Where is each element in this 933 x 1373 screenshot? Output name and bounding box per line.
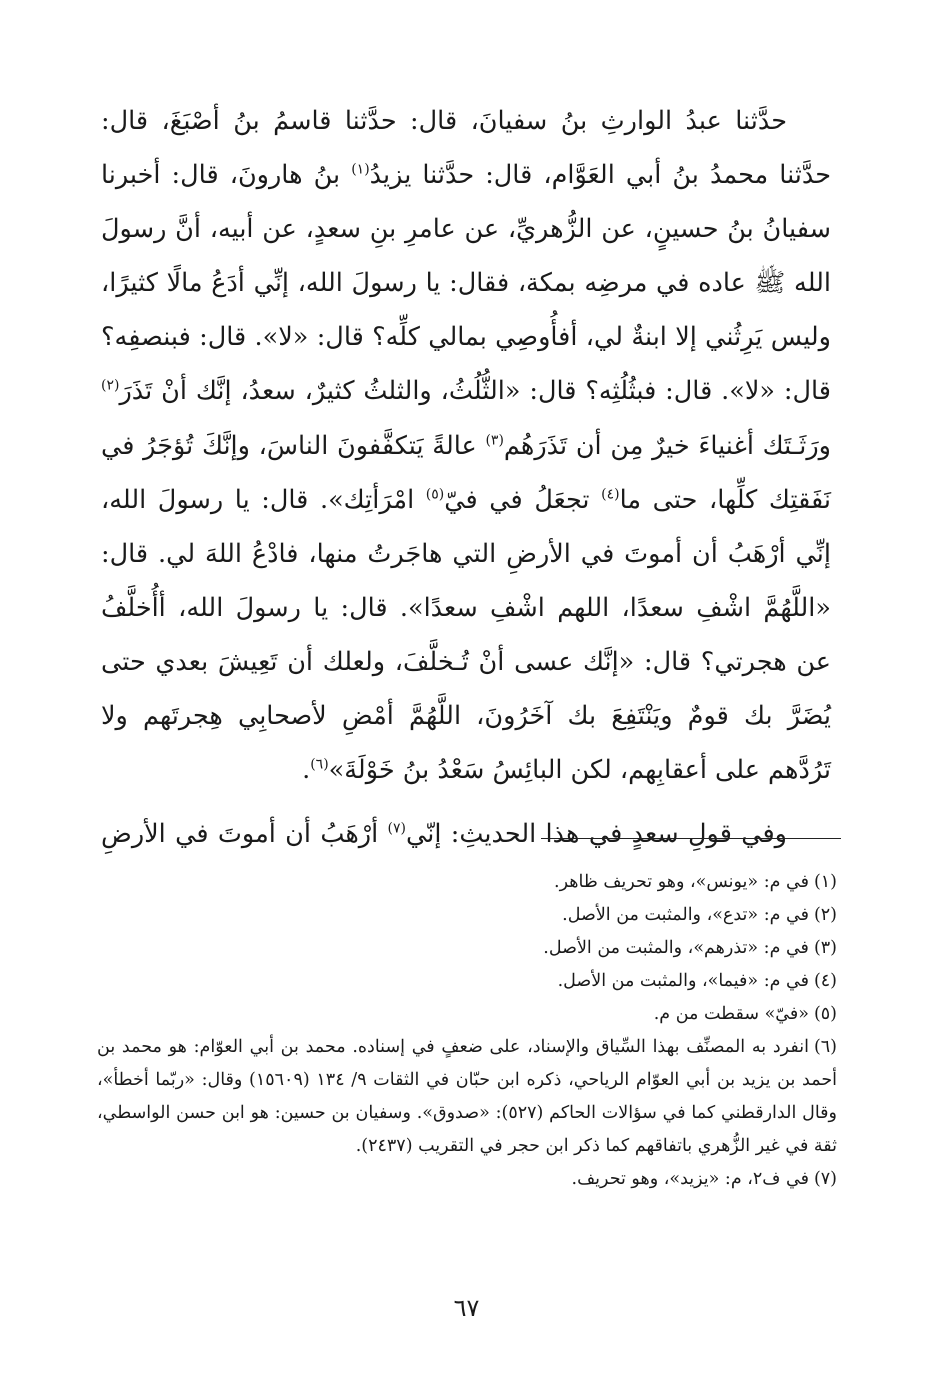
footnote-number: (٦) xyxy=(813,1037,837,1057)
footnote-marker[interactable]: (١) xyxy=(351,161,370,178)
footnote-text: في م: «فيما»، والمثبت من الأصل. xyxy=(557,971,809,991)
footnote-text: في ف٢، م: «يزيد»، وهو تحريف. xyxy=(571,1169,809,1189)
footnotes-list xyxy=(97,866,837,1196)
footnote-item xyxy=(97,965,837,998)
main-text-segment: عالةً يَتكفَّفونَ الناسَ، وإنَّكَ تُؤجَرُ في نَفَقتِك كلِّها، حتى ما xyxy=(101,430,831,515)
footnote-text: في م: «تذرهم»، والمثبت من الأصل. xyxy=(543,938,809,958)
main-text-segment: ورَثَـتَك أغنياءَ خيرٌ مِن أن تَذَرَهُم xyxy=(503,430,831,461)
footnote-marker[interactable]: (٥) xyxy=(425,486,445,503)
main-paragraph xyxy=(101,94,831,797)
footnote-item xyxy=(97,899,837,932)
footnote-item xyxy=(97,932,837,965)
footnote-item xyxy=(97,866,837,899)
footnote-marker[interactable]: (٧) xyxy=(387,820,407,837)
main-text-segment: بنُ هارونَ، قال: أخبرنا سفيانُ بنُ حسينٍ، عن الزُّهريِّ، عن عامرِ بنِ سعدٍ، عن أبيه، أنَّ رسولَ الله ﷺ عاده في مرضِه بمكة، فقال: يا رسولَ الله، إنِّي أدَعُ مالًا كثيرًا، وليس يَرِثُني إلا ابنةٌ لي، أفأُوصِي بمالي كلِّه؟ قال: «لا». قال: فبنصفِه؟ قال: «لا». قال: فبثُلُثِه؟ قال: «الثُّلُثُ، والثلثُ كثيرٌ، سعدُ، إنَّك أنْ تَذَرَ xyxy=(101,160,831,407)
footnote-text: في م: «يونس»، وهو تحريف ظاهر. xyxy=(554,872,809,892)
footnote-text: «فيّ» سقطت من م. xyxy=(653,1004,809,1024)
footnote-marker[interactable]: (٦) xyxy=(310,756,329,773)
footnote-text: في م: «تدع»، والمثبت من الأصل. xyxy=(562,905,809,925)
main-text-segment: وفي قولِ سعدٍ في هذا الحديثِ: إنّي xyxy=(406,819,787,850)
main-text xyxy=(101,94,831,861)
footnote-number: (٢) xyxy=(813,905,837,925)
footnote-number: (١) xyxy=(813,872,837,892)
footnote-divider xyxy=(541,838,841,839)
footnote-number: (٥) xyxy=(813,1004,837,1024)
footnote-marker[interactable]: (٤) xyxy=(601,486,620,503)
main-text-segment: . xyxy=(302,755,311,786)
footnote-item xyxy=(97,1031,837,1163)
main-text-segment: حدَّثنا عبدُ الوارثِ بنُ سفيانَ، قال: حدَّثنا قاسمُ بنُ أصْبَغَ، قال: حدَّثنا محمدُ بنُ أبي العَوَّام، قال: حدَّثنا يزيدُ xyxy=(101,106,832,191)
footnote-text: انفرد به المصنِّف بهذا السِّياق والإسناد، على ضعفٍ في إسناده. محمد بن أبي العوّام: هو محمد بن أحمد بن يزيد بن أبي العوّام الرياحي، ذكره ابن حبّان في الثقات ٩/ ١٣٤ (١٥٦٠٩) وقال: «ربّما أخطأ»، وقال الدارقطني كما في سؤالات الحاكم (٥٢٧): «صدوق». وسفيان بن حسين: هو ابن حسن الواسطي، ثقة في غير الزُّهري باتفاقهم كما ذكر ابن حجر في التقريب (٢٤٣٧). xyxy=(97,1037,837,1156)
main-text-segment: أرْهَبُ أن أموتَ في الأرضِ xyxy=(101,819,379,850)
main-text-segment: تجعَلُ في فيّ xyxy=(444,484,602,515)
footnote-item xyxy=(97,998,837,1031)
continuing-paragraph xyxy=(101,807,831,861)
footnote-number: (٣) xyxy=(813,938,837,958)
footnote-marker[interactable]: (٣) xyxy=(485,432,504,449)
footnote-marker[interactable]: (٢) xyxy=(101,377,120,394)
footnote-item xyxy=(97,1163,837,1196)
footnote-number: (٧) xyxy=(813,1169,837,1189)
page-number: ٦٧ xyxy=(453,1294,480,1322)
footnote-number: (٤) xyxy=(813,971,837,991)
main-text-segment: امْرَأتِك». قال: يا رسولَ الله، إنِّي أرْهَبُ أن أموتَ في الأرضِ التي هاجَرتُ منها، فادْعُ اللهَ لي. قال: «اللَّهُمَّ اشْفِ سعدًا، اللهم اشْفِ سعدًا». قال: يا رسولَ الله، أأُخلَّفُ عن هجرتي؟ قال: «إنَّك عسى أنْ تُـخلَّفَ، ولعلك أن تَعِيشَ بعدي حتى يُضَرَّ بك قومٌ ويَنْتَفِعَ بك آخَرُونَ، اللَّهُمَّ أمْضِ لأصحابِي هِجرتَهم ولا تَرُدَّهم على أعقابِهم، لكن البائِسُ سَعْدُ بنُ خَوْلَةَ» xyxy=(101,484,831,786)
